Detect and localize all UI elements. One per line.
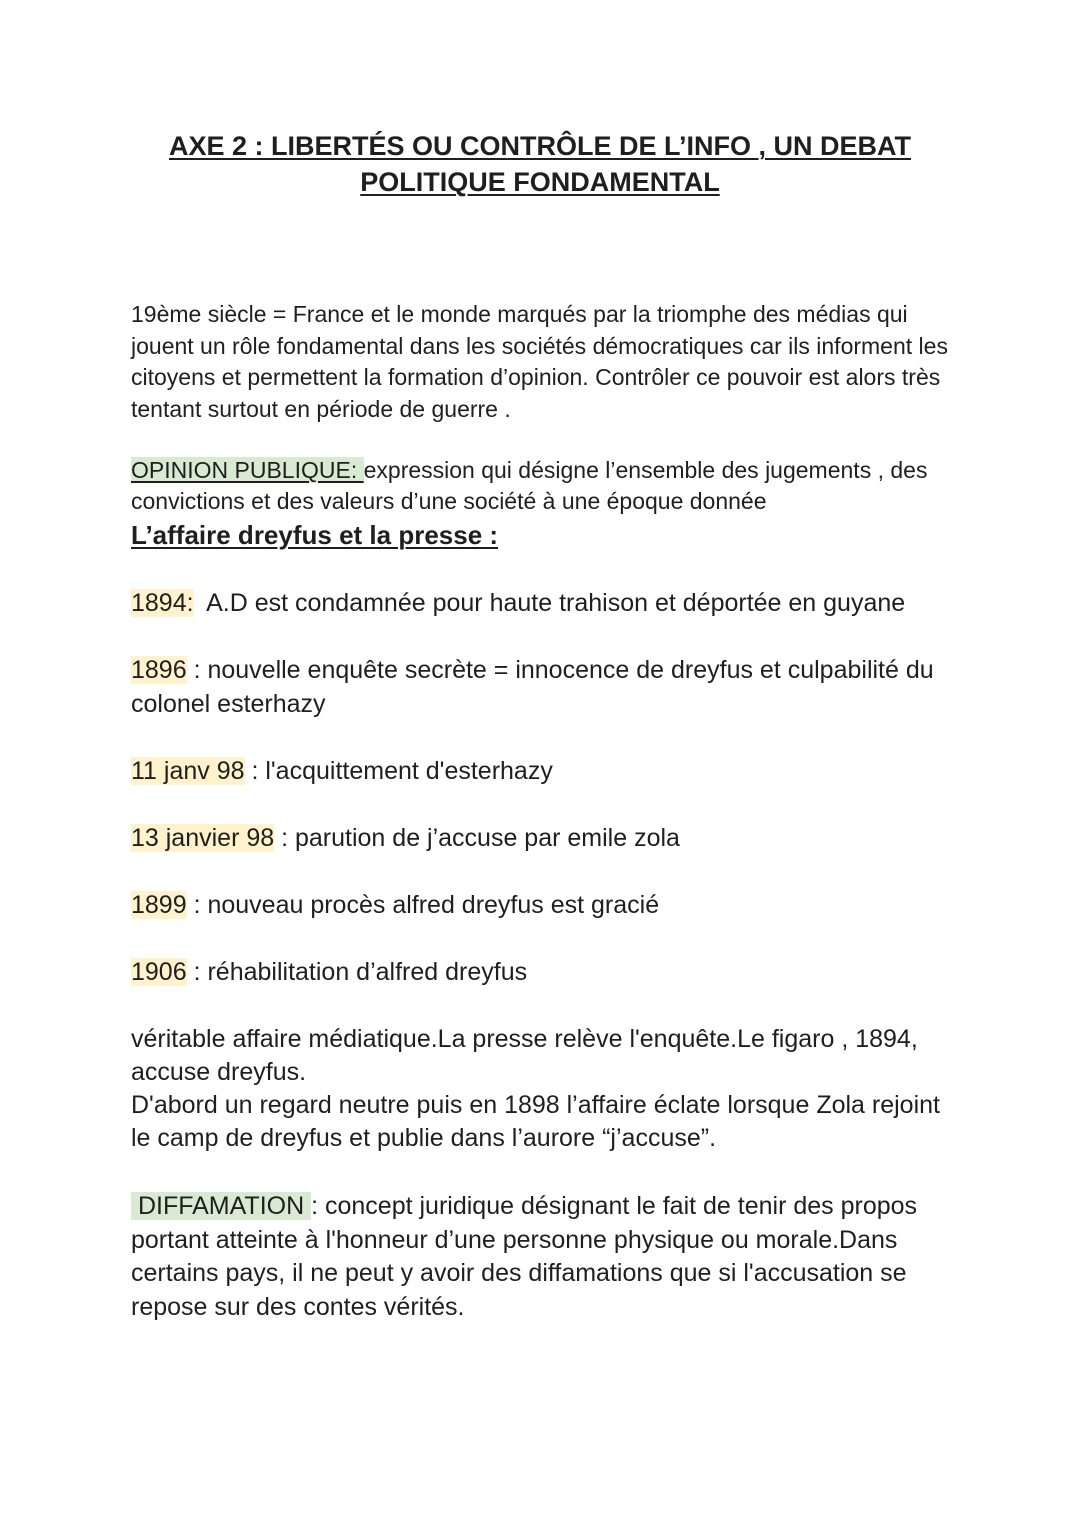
page-title [140,128,940,200]
timeline-event [131,888,961,922]
event-text: : réhabilitation d’alfred dreyfus [186,958,528,986]
event-text: : nouveau procès alfred dreyfus est gracié [186,891,660,919]
media-paragraph-part-1: véritable affaire médiatique.La presse relève l'enquête.Le figaro , 1894, accuse dreyfus. [131,1025,918,1086]
event-text: A.D est condamnée pour haute trahison et déportée en guyane [193,589,906,617]
title-line-1: AXE 2 : LIBERTÉS OU CONTRÔLE DE L’INFO , UN DEBAT [168,131,912,161]
timeline-event [131,754,961,788]
intro-paragraph: 19ème siècle = France et le monde marqués par la triomphe des médias qui jouent un rôle fondamental dans les sociétés démocratiques car ils informent les citoyens et permettent la formation d’opinion. Contrôler ce pouvoir est alors très tentant surtout en période de guerre . [131,301,948,422]
opinion-definition [131,455,961,517]
media-paragraph-part-2: D'abord un regard neutre puis en 1898 l’affaire éclate lorsque Zola rejoint le camp de dreyfus et publie dans l’aurore “j’accuse”. [131,1091,940,1152]
event-date: 1899 [131,891,187,919]
title-line-2: POLITIQUE FONDAMENTAL [360,167,720,197]
event-date: 1896 [131,656,187,684]
event-date: 11 janv 98 [131,757,245,785]
event-text: : l'acquittement d'esterhazy [244,757,553,785]
event-text: : nouvelle enquête secrète = innocence de dreyfus et culpabilité du colonel esterhazy [131,656,934,718]
event-text: : parution de j’accuse par emile zola [274,824,680,852]
timeline-event [131,586,961,620]
event-date: 1894: [131,589,194,617]
diffamation-definition-text: : concept juridique désignant le fait de tenir des propos portant atteinte à l'honneur d’une personne physique ou morale.Dans certains pays, il ne peut y avoir des diffamations que si l'accusation se repose sur des contes vérités. [131,1192,918,1321]
diffamation-definition [131,1190,961,1324]
opinion-definition-text: expression qui désigne l’ensemble des jugements , des convictions et des valeurs d’une société à une époque donnée [131,457,928,514]
opinion-term: OPINION PUBLIQUE: [131,457,364,483]
event-date: 13 janvier 98 [131,824,275,852]
diffamation-term: DIFFAMATION [131,1192,312,1220]
timeline-event [131,821,961,855]
timeline-event [131,653,961,721]
section-title: L’affaire dreyfus et la presse : [131,520,499,550]
media-paragraph [131,1023,961,1155]
timeline-event [131,955,961,989]
event-date: 1906 [131,958,187,986]
